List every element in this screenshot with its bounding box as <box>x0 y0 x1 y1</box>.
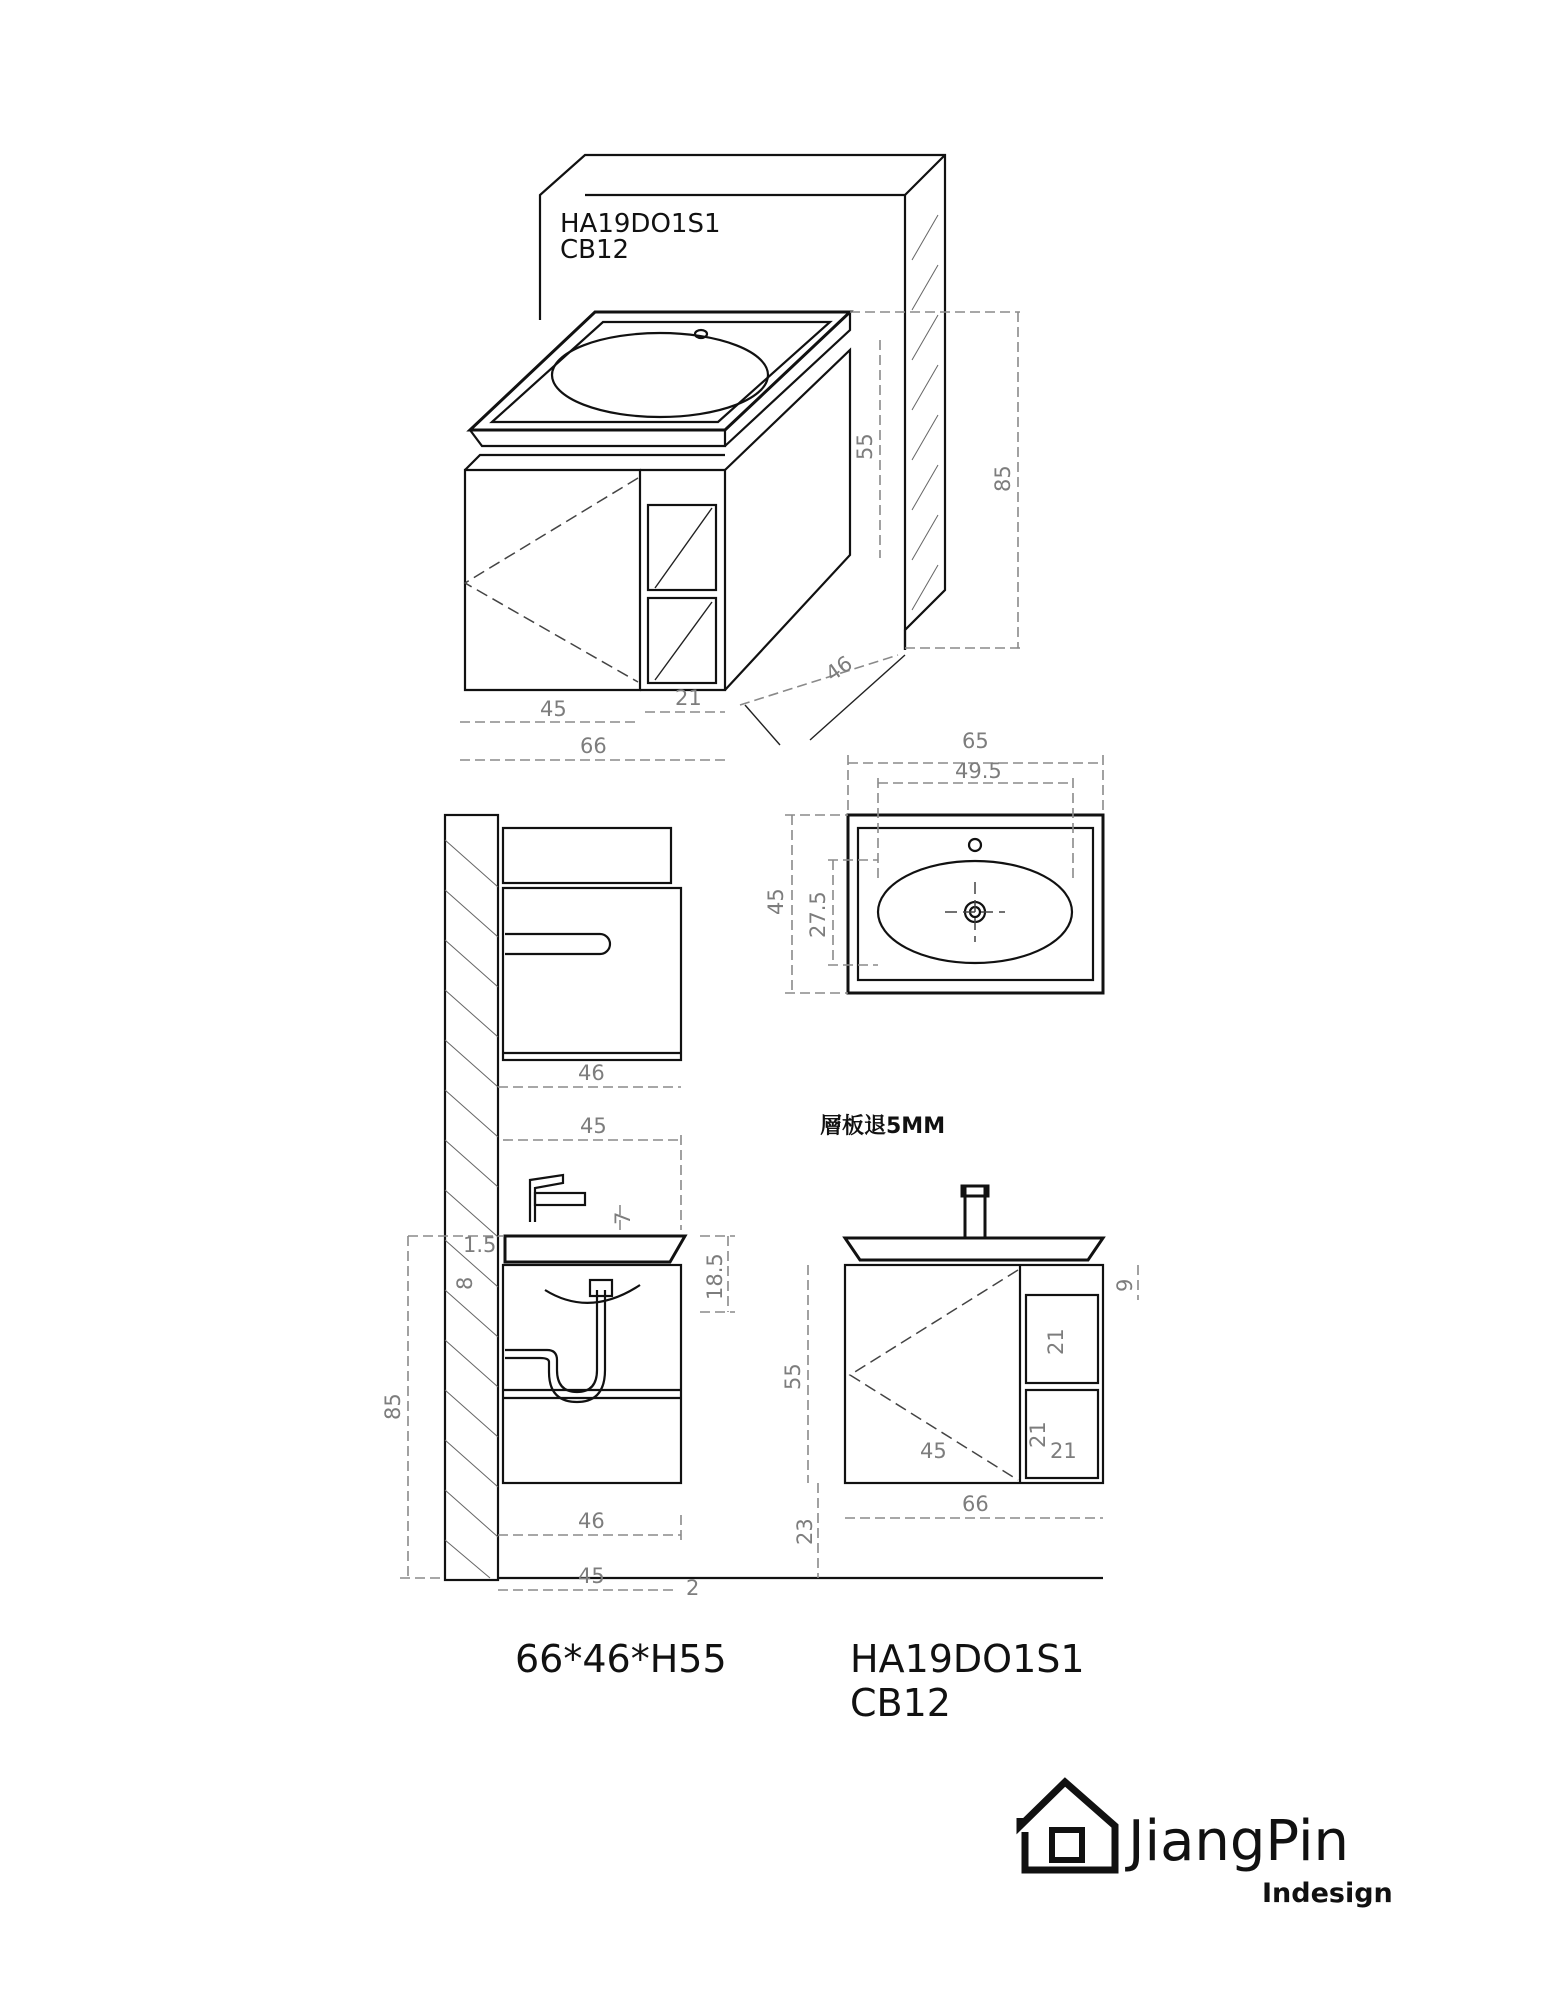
iso-dim-46: 46 <box>821 651 857 687</box>
front-faucet-icon <box>965 1186 985 1238</box>
iso-cabinet-door <box>465 470 640 690</box>
iso-floor-line-1 <box>745 705 780 745</box>
front-dim-23: 23 <box>793 1518 817 1545</box>
iso-dim-85: 85 <box>991 465 1015 492</box>
side-basin-bowl <box>545 1285 640 1303</box>
iso-door-swing <box>465 478 638 682</box>
front-dim-55: 55 <box>781 1363 805 1390</box>
side-upper-top-box <box>503 828 671 883</box>
front-dim-21-w: 21 <box>1050 1439 1077 1463</box>
side-upper-view <box>498 828 681 1087</box>
iso-model-line1: HA19DO1S1 <box>560 209 721 239</box>
iso-cabinet-top-edge <box>465 455 725 470</box>
front-dim-21a: 21 <box>1044 1328 1068 1355</box>
footer-model-line1: HA19DO1S1 <box>850 1637 1085 1681</box>
side-lower-cabinet <box>503 1265 681 1483</box>
p-trap-icon <box>505 1290 597 1392</box>
side-upper-cabinet <box>503 888 681 1060</box>
side-lower-dim-7: 7 <box>611 1211 635 1225</box>
footer-model-line2: CB12 <box>850 1681 951 1725</box>
iso-basin-bowl <box>552 333 768 417</box>
iso-dim-55: 55 <box>853 433 877 460</box>
front-dim-45: 45 <box>920 1439 947 1463</box>
side-lower-dim-18-5: 18.5 <box>703 1253 727 1300</box>
iso-view <box>460 155 1020 760</box>
side-basin-profile <box>505 1236 685 1262</box>
iso-basin-inner-rim <box>492 322 830 422</box>
front-dim-66: 66 <box>962 1492 989 1516</box>
iso-cabinet-shelf-side <box>640 470 725 690</box>
wall-hatch <box>445 840 498 1578</box>
iso-wall-edge <box>905 155 945 195</box>
side-lower-dim-1-5: 1.5 <box>463 1233 497 1257</box>
basin-dim-49-5: 49.5 <box>955 759 1002 783</box>
iso-dim-66: 66 <box>580 734 607 758</box>
front-basin-profile <box>845 1238 1103 1260</box>
basin-dim-45: 45 <box>764 888 788 915</box>
faucet-spout <box>535 1193 585 1205</box>
side-lower-dim-2: 2 <box>686 1576 700 1600</box>
house-door-icon <box>1052 1830 1082 1860</box>
iso-wall-hatch <box>912 215 938 610</box>
basin-top-view <box>764 729 1103 993</box>
basin-dim-65: 65 <box>962 729 989 753</box>
size-spec: 66*46*H55 <box>515 1637 727 1681</box>
basin-dim-27-5: 27.5 <box>806 891 830 938</box>
side-lower-dim-8: 8 <box>453 1276 477 1290</box>
iso-dim-21: 21 <box>675 686 702 710</box>
side-lower-dim-45-top: 45 <box>580 1114 607 1138</box>
iso-model-line2: CB12 <box>560 235 630 265</box>
drain-fitting <box>590 1280 612 1296</box>
iso-basin-rim <box>470 312 850 430</box>
brand-sub: Indesign <box>1262 1878 1393 1909</box>
p-trap-outer <box>505 1290 605 1402</box>
front-dim-21b: 21 <box>1026 1421 1050 1448</box>
iso-shelf-diagonals <box>655 508 712 680</box>
side-lower-dim-85: 85 <box>381 1393 405 1420</box>
side-lower-view <box>381 1114 735 1600</box>
towel-bar-icon <box>505 934 610 954</box>
wall-section <box>445 815 1103 1580</box>
side-lower-dim-46: 46 <box>578 1509 605 1533</box>
house-logo-icon <box>1020 1782 1115 1870</box>
tap-hole-plan <box>969 839 981 851</box>
brand-logo <box>1020 1782 1393 1909</box>
side-upper-dim-46: 46 <box>578 1061 605 1085</box>
front-lower-view <box>781 1186 1138 1578</box>
side-lower-dim-45-bottom: 45 <box>578 1564 605 1588</box>
iso-dim-46-line <box>740 655 898 705</box>
iso-dim-45: 45 <box>540 697 567 721</box>
shelf-setback-note: 層板退5MM <box>820 1114 946 1139</box>
brand-name: JiangPin <box>1128 1809 1350 1874</box>
front-dim-9: 9 <box>1113 1278 1137 1292</box>
